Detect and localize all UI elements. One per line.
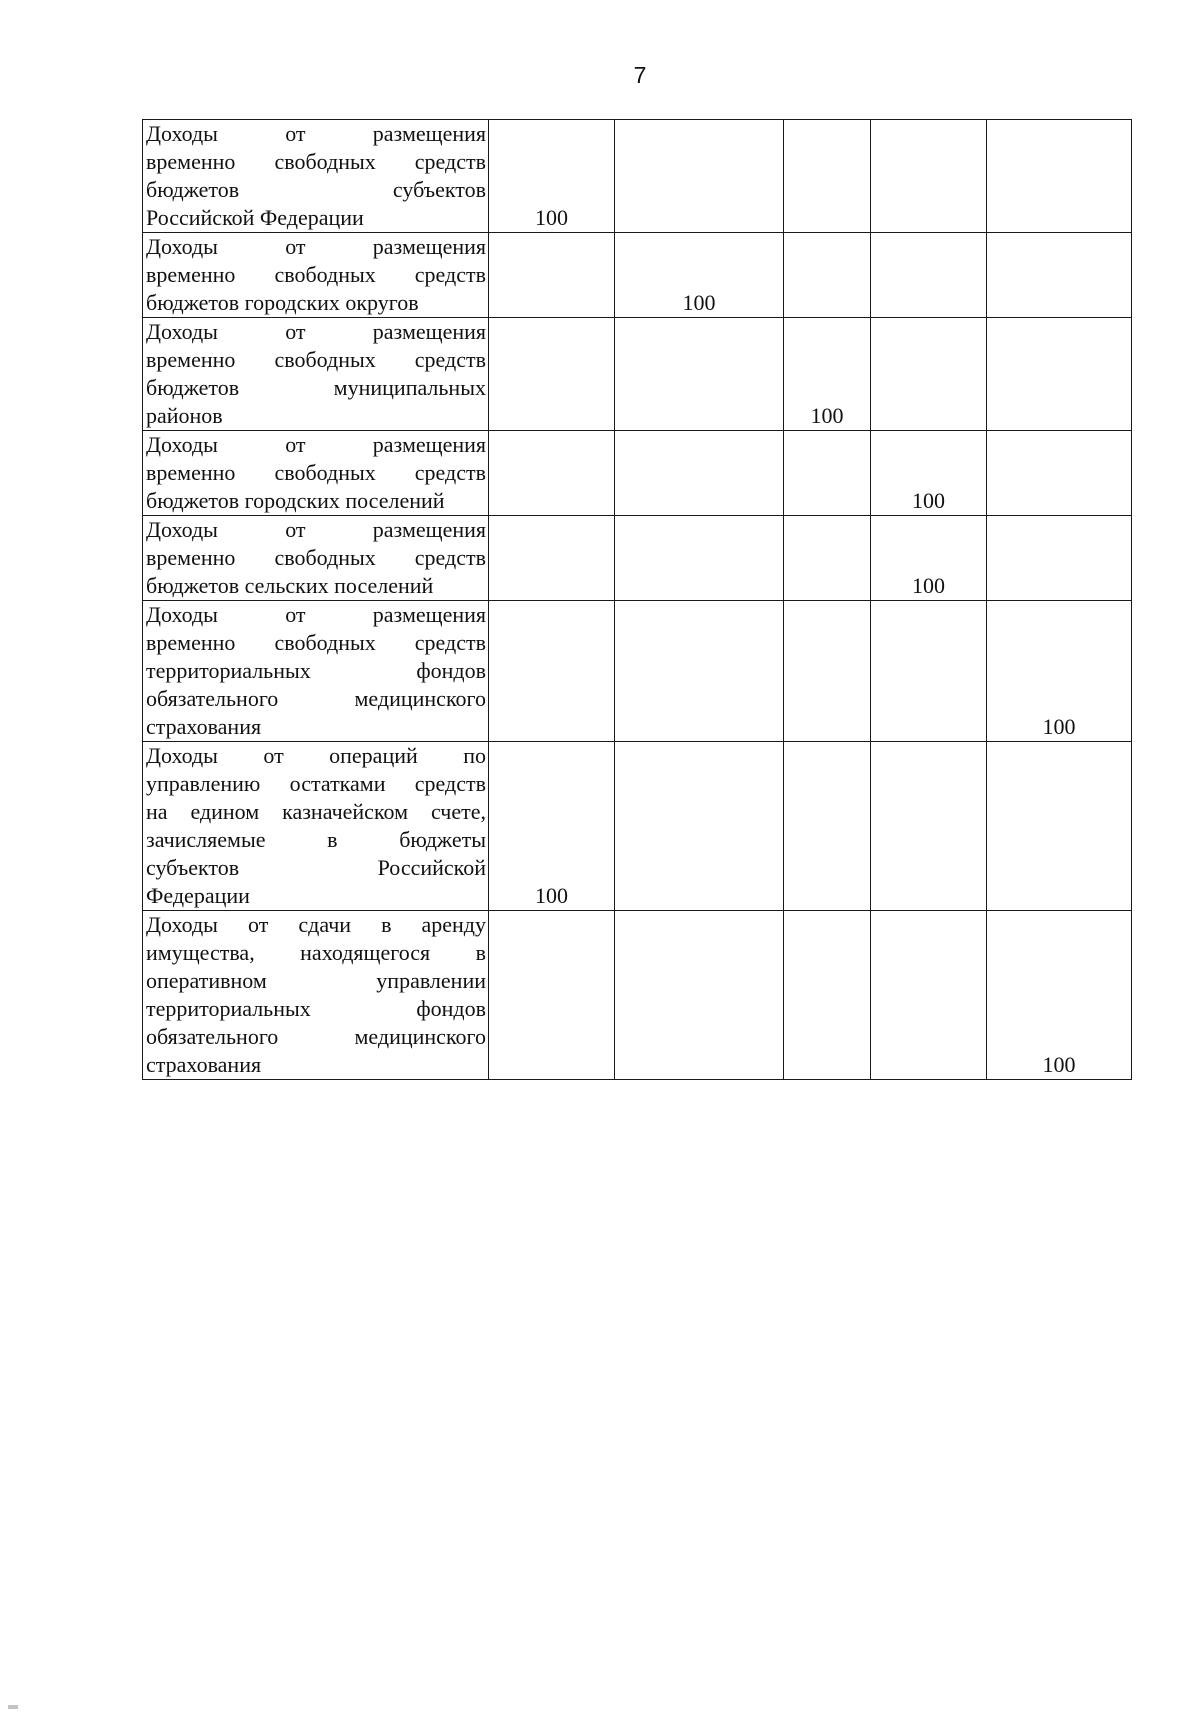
- word: от: [285, 121, 306, 146]
- word: свободных: [274, 149, 376, 174]
- budget-share-cell: [871, 742, 987, 911]
- budget-share-cell: [489, 911, 615, 1080]
- income-type-line: [146, 459, 486, 487]
- budget-share-cell: [987, 431, 1132, 516]
- word: обязательного: [146, 686, 279, 711]
- budget-share-cell: [871, 318, 987, 431]
- word: на: [146, 799, 168, 824]
- income-type-line: [146, 261, 486, 289]
- budget-share-cell: [615, 911, 784, 1080]
- budget-share-cell: [784, 601, 871, 742]
- word: по: [463, 743, 486, 768]
- word: территориальных: [146, 996, 311, 1021]
- table-row: [143, 318, 1132, 431]
- table-row: [143, 911, 1132, 1080]
- income-type-line: [146, 120, 486, 148]
- word: операций: [329, 743, 418, 768]
- income-distribution-table: [142, 119, 1132, 1080]
- income-type-line: районов: [146, 403, 223, 428]
- income-type-line: [146, 318, 486, 346]
- word: Российской: [377, 855, 486, 880]
- income-type-cell: [143, 318, 489, 431]
- word: медицинского: [354, 686, 486, 711]
- budget-share-cell: [871, 601, 987, 742]
- budget-share-cell: [987, 318, 1132, 431]
- word: от: [285, 319, 306, 344]
- word: субъектов: [392, 177, 486, 202]
- word: бюджеты: [399, 827, 486, 852]
- word: управлении: [376, 968, 486, 993]
- word: от: [285, 234, 306, 259]
- budget-share-cell: [871, 911, 987, 1080]
- word: свободных: [274, 262, 376, 287]
- word: средств: [414, 771, 486, 796]
- page-number: 7: [633, 62, 647, 88]
- budget-share-cell: [615, 318, 784, 431]
- word: средств: [414, 262, 486, 287]
- budget-share-cell: [871, 120, 987, 233]
- word: свободных: [274, 545, 376, 570]
- word: управлению: [146, 771, 261, 796]
- budget-share-cell: [615, 742, 784, 911]
- word: временно: [146, 149, 236, 174]
- income-type-cell: [143, 120, 489, 233]
- word: находящегося: [300, 940, 431, 965]
- income-type-line: [146, 346, 486, 374]
- word: от: [248, 912, 269, 937]
- income-type-line: [146, 826, 486, 854]
- budget-share-cell: [489, 318, 615, 431]
- word: территориальных: [146, 658, 311, 683]
- income-type-line: [146, 685, 486, 713]
- word: медицинского: [354, 1024, 486, 1049]
- income-type-line: [146, 176, 486, 204]
- word: обязательного: [146, 1024, 279, 1049]
- budget-share-cell: [987, 233, 1132, 318]
- word: средств: [414, 149, 486, 174]
- word: оперативном: [146, 968, 267, 993]
- income-type-cell: [143, 431, 489, 516]
- income-type-line: Российской Федерации: [146, 205, 364, 230]
- income-type-line: [146, 374, 486, 402]
- income-type-cell: [143, 516, 489, 601]
- table-row: [143, 120, 1132, 233]
- word: размещения: [372, 121, 486, 146]
- word: размещения: [372, 517, 486, 542]
- word: фондов: [416, 658, 486, 683]
- budget-share-cell: [987, 120, 1132, 233]
- word: средств: [414, 460, 486, 485]
- word: казначейском: [282, 799, 409, 824]
- table-row: [143, 601, 1132, 742]
- income-type-line: [146, 601, 486, 629]
- budget-share-cell: 100: [784, 318, 871, 431]
- budget-share-cell: [784, 233, 871, 318]
- budget-share-cell: [489, 233, 615, 318]
- word: Доходы: [146, 121, 218, 146]
- word: размещения: [372, 432, 486, 457]
- budget-share-cell: 100: [987, 911, 1132, 1080]
- word: муниципальных: [333, 375, 486, 400]
- budget-share-cell: [987, 516, 1132, 601]
- budget-share-cell: [784, 120, 871, 233]
- word: временно: [146, 262, 236, 287]
- word: в: [327, 827, 338, 852]
- word: зачисляемые: [146, 827, 266, 852]
- table-row: [143, 233, 1132, 318]
- budget-share-cell: [784, 431, 871, 516]
- budget-share-cell: [489, 516, 615, 601]
- income-type-line: [146, 798, 486, 826]
- word: бюджетов: [146, 177, 240, 202]
- word: Доходы: [146, 602, 218, 627]
- budget-share-cell: [615, 516, 784, 601]
- word: средств: [414, 347, 486, 372]
- income-type-line: [146, 939, 486, 967]
- table-body: [143, 120, 1132, 1080]
- budget-share-cell: [615, 120, 784, 233]
- word: Доходы: [146, 517, 218, 542]
- word: аренду: [421, 912, 486, 937]
- word: в: [381, 912, 392, 937]
- word: свободных: [274, 460, 376, 485]
- word: бюджетов: [146, 375, 240, 400]
- income-type-line: [146, 854, 486, 882]
- budget-share-cell: 100: [871, 431, 987, 516]
- budget-share-cell: 100: [489, 120, 615, 233]
- word: от: [285, 602, 306, 627]
- income-type-line: [146, 544, 486, 572]
- scan-artifact: [8, 1705, 18, 1709]
- income-type-line: страхования: [146, 714, 262, 739]
- income-type-line: [146, 967, 486, 995]
- word: временно: [146, 630, 236, 655]
- income-type-line: страхования: [146, 1052, 262, 1077]
- budget-share-cell: 100: [489, 742, 615, 911]
- income-type-line: [146, 995, 486, 1023]
- income-type-line: [146, 629, 486, 657]
- word: Доходы: [146, 234, 218, 259]
- word: размещения: [372, 234, 486, 259]
- word: фондов: [416, 996, 486, 1021]
- word: едином: [190, 799, 260, 824]
- word: Доходы: [146, 319, 218, 344]
- budget-share-cell: [784, 911, 871, 1080]
- income-type-line: [146, 148, 486, 176]
- budget-share-cell: 100: [987, 601, 1132, 742]
- table-row: [143, 742, 1132, 911]
- word: сдачи: [298, 912, 352, 937]
- word: временно: [146, 545, 236, 570]
- budget-share-cell: [871, 233, 987, 318]
- budget-share-cell: [784, 516, 871, 601]
- word: временно: [146, 347, 236, 372]
- word: от: [263, 743, 284, 768]
- income-type-cell: [143, 233, 489, 318]
- budget-share-cell: [615, 431, 784, 516]
- budget-share-cell: 100: [871, 516, 987, 601]
- income-type-line: [146, 233, 486, 261]
- income-type-line: [146, 657, 486, 685]
- income-type-line: [146, 742, 486, 770]
- word: Доходы: [146, 432, 218, 457]
- budget-share-cell: [489, 601, 615, 742]
- income-type-cell: [143, 742, 489, 911]
- word: счете,: [430, 799, 486, 824]
- table-row: [143, 516, 1132, 601]
- word: от: [285, 517, 306, 542]
- word: имущества,: [146, 940, 255, 965]
- word: размещения: [372, 319, 486, 344]
- word: Доходы: [146, 912, 218, 937]
- word: свободных: [274, 347, 376, 372]
- word: остатками: [289, 771, 386, 796]
- income-type-line: Федерации: [146, 883, 250, 908]
- budget-share-cell: 100: [615, 233, 784, 318]
- budget-share-cell: [784, 742, 871, 911]
- budget-share-cell: [987, 742, 1132, 911]
- word: от: [285, 432, 306, 457]
- table-row: [143, 431, 1132, 516]
- income-type-line: [146, 516, 486, 544]
- income-type-cell: [143, 601, 489, 742]
- word: размещения: [372, 602, 486, 627]
- word: средств: [414, 630, 486, 655]
- income-type-line: [146, 911, 486, 939]
- income-type-line: [146, 1023, 486, 1051]
- income-type-line: бюджетов городских округов: [146, 290, 419, 315]
- budget-share-cell: [489, 431, 615, 516]
- word: субъектов: [146, 855, 240, 880]
- word: временно: [146, 460, 236, 485]
- income-type-line: бюджетов сельских поселений: [146, 573, 434, 598]
- word: в: [475, 940, 486, 965]
- word: средств: [414, 545, 486, 570]
- budget-share-cell: [615, 601, 784, 742]
- income-type-line: [146, 431, 486, 459]
- income-type-cell: [143, 911, 489, 1080]
- income-type-line: бюджетов городских поселений: [146, 488, 445, 513]
- income-type-line: [146, 770, 486, 798]
- word: свободных: [274, 630, 376, 655]
- word: Доходы: [146, 743, 218, 768]
